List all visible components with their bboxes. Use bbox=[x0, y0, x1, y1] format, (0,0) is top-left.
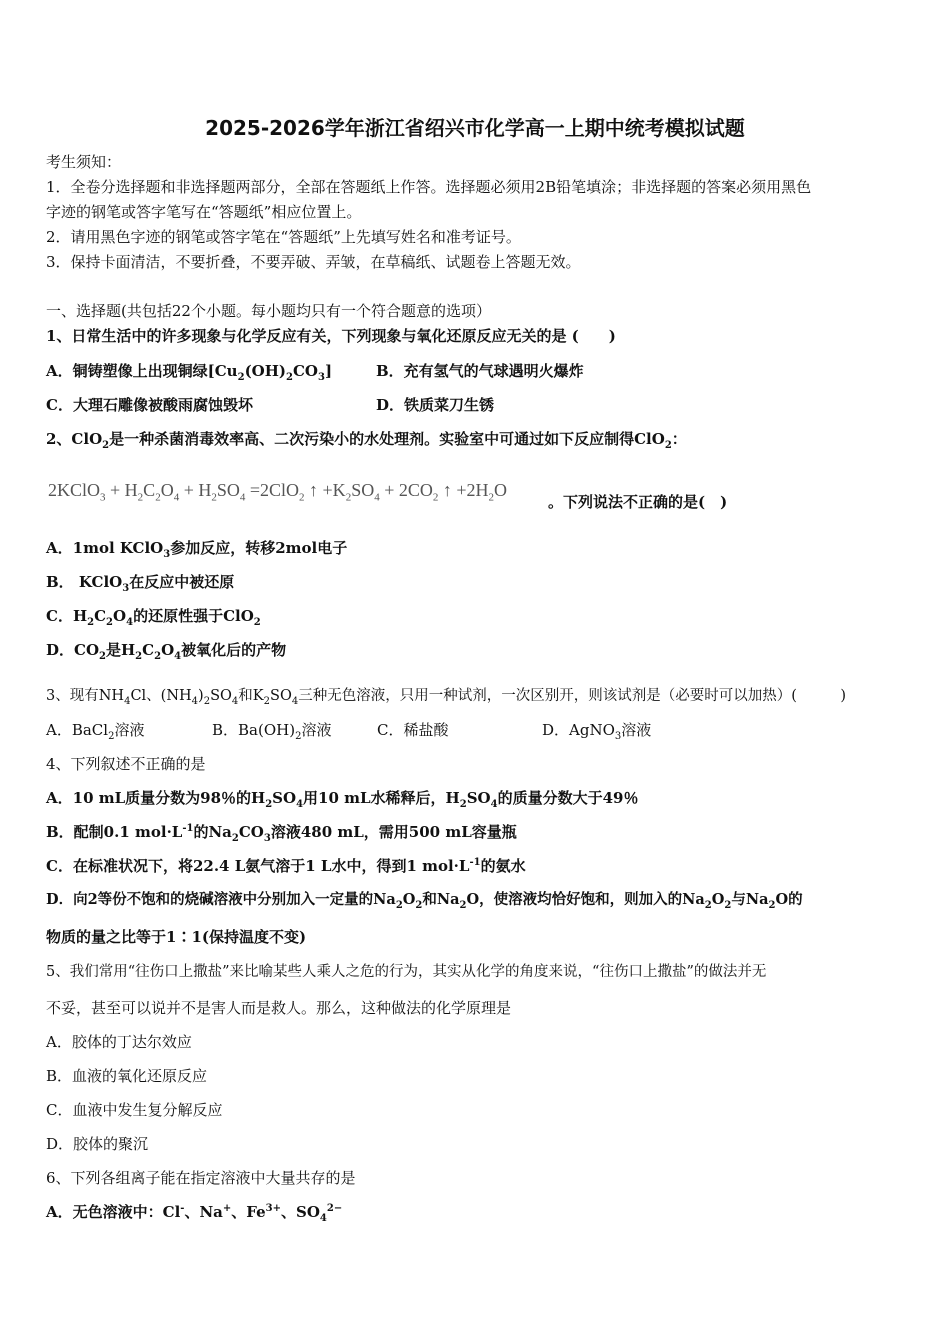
q5-option-a: A．胶体的丁达尔效应 bbox=[46, 1033, 192, 1051]
q6-stem: 6、下列各组离子能在指定溶液中大量共存的是 bbox=[46, 1169, 356, 1187]
q5-option-b: B．血液的氧化还原反应 bbox=[46, 1067, 208, 1085]
q2-reaction-equation: 2KClO$_3$ + $H_2C_2O_4 + H_2SO_4 =2ClO_2$ ↑ $+K_2SO_4 + 2CO_2$ ↑ $+2H_2O$ bbox=[48, 480, 508, 504]
notice-line-1b: 字迹的钢笔或答字笔写在“答题纸”相应位置上。 bbox=[46, 203, 362, 221]
q4-stem: 4、下列叙述不正确的是 bbox=[46, 755, 206, 773]
notice-heading: 考生须知： bbox=[46, 153, 122, 171]
q1-option-b: B．充有氢气的气球遇明火爆炸 bbox=[376, 362, 584, 380]
q3-option-c: C．稀盐酸 bbox=[377, 721, 449, 739]
notice-line-1a: 1．全卷分选择题和非选择题两部分，全部在答题纸上作答。选择题必须用2B铅笔填涂；非选择题的答案必须用黑色 bbox=[46, 178, 812, 196]
q2-stem-tail: 。下列说法不正确的是( ) bbox=[548, 493, 728, 511]
q2-option-d: D．$CO_2$是$H_2C_2O_4$被氧化后的产物 bbox=[46, 641, 287, 662]
q5-option-c: C．血液中发生复分解反应 bbox=[46, 1101, 223, 1119]
q2-stem: 2、ClO$_2$是一种杀菌消毒效率高、二次污染小的水处理剂。实验室中可通过如下反应制得ClO$_2$： bbox=[46, 430, 687, 451]
notice-line-2: 2．请用黑色字迹的钢笔或答字笔在“答题纸”上先填写姓名和准考证号。 bbox=[46, 228, 521, 246]
q1-option-d: D．铁质菜刀生锈 bbox=[376, 396, 495, 414]
q1-option-c: C．大理石雕像被酸雨腐蚀毁坏 bbox=[46, 396, 253, 414]
q4-option-c: C．在标准状况下，将22.4 L氨气溶于1 L水中，得到1 $mol\cdot L^{-1}$的氨水 bbox=[46, 857, 526, 875]
q4-option-d-cont: 物质的量之比等于1∶1(保持温度不变) bbox=[46, 928, 307, 946]
q3-option-a: A．BaCl$_2$溶液 bbox=[46, 721, 145, 742]
q3-option-b: B．$Ba(OH)_2$溶液 bbox=[212, 721, 332, 742]
q3-stem: 3、现有$NH_4Cl$、$(NH_4)_2SO_4$和$K_2SO_4$三种无色溶液，只用一种试剂，一次区别开，则该试剂是（必要时可以加热）( ) bbox=[46, 688, 847, 707]
q4-option-b: B．配制0.1 $mol\cdot L^{-1}$的$Na_2CO_3$溶液480 mL，需用500 mL容量瓶 bbox=[46, 823, 517, 844]
q3-option-d: D．AgNO$_3$溶液 bbox=[542, 721, 652, 742]
notice-line-3: 3．保持卡面清洁，不要折叠，不要弄破、弄皱，在草稿纸、试题卷上答题无效。 bbox=[46, 253, 581, 271]
q2-option-b: B． KClO$_3$在反应中被还原 bbox=[46, 573, 235, 594]
q6-option-a: A．无色溶液中：Cl-、Na+、$Fe^{3+}$、$SO_4^{2-}$ bbox=[46, 1203, 343, 1224]
q5-option-d: D．胶体的聚沉 bbox=[46, 1135, 149, 1153]
q4-option-a: A．10 mL质量分数为98％的$H_2SO_4$用10 mL水稀释后，$H_2SO_4$的质量分数大于49％ bbox=[46, 789, 639, 810]
q2-option-a: A．1mol KClO$_3$参加反应，转移2mol电子 bbox=[46, 539, 348, 560]
q4-option-d: D．向2等份不饱和的烧碱溶液中分别加入一定量的$Na_2O_2$和$Na_2O$，使溶液均恰好饱和，则加入的$Na_2O_2$与$Na_2O$的 bbox=[46, 891, 803, 911]
q2-option-c: C．$H_2C_2O_4$的还原性强于ClO$_2$ bbox=[46, 607, 261, 628]
q5-stem-line1: 5、我们常用“往伤口上撒盐”来比喻某些人乘人之危的行为，其实从化学的角度来说，“往伤口上撒盐”的做法并无 bbox=[46, 964, 767, 980]
q1-option-a: A．铜铸塑像上出现铜绿$[Cu_2(OH)_2CO_3]$ bbox=[46, 362, 333, 383]
q1-stem: 1、日常生活中的许多现象与化学反应有关，下列现象与氧化还原反应无关的是 ( ) bbox=[46, 327, 616, 345]
q5-stem-line2: 不妥，甚至可以说并不是害人而是救人。那么，这种做法的化学原理是 bbox=[46, 999, 512, 1017]
page-title: 2025-2026学年浙江省绍兴市化学高一上期中统考模拟试题 bbox=[205, 116, 745, 140]
section-heading: 一、选择题(共包括22个小题。每小题均只有一个符合题意的选项） bbox=[46, 302, 491, 320]
